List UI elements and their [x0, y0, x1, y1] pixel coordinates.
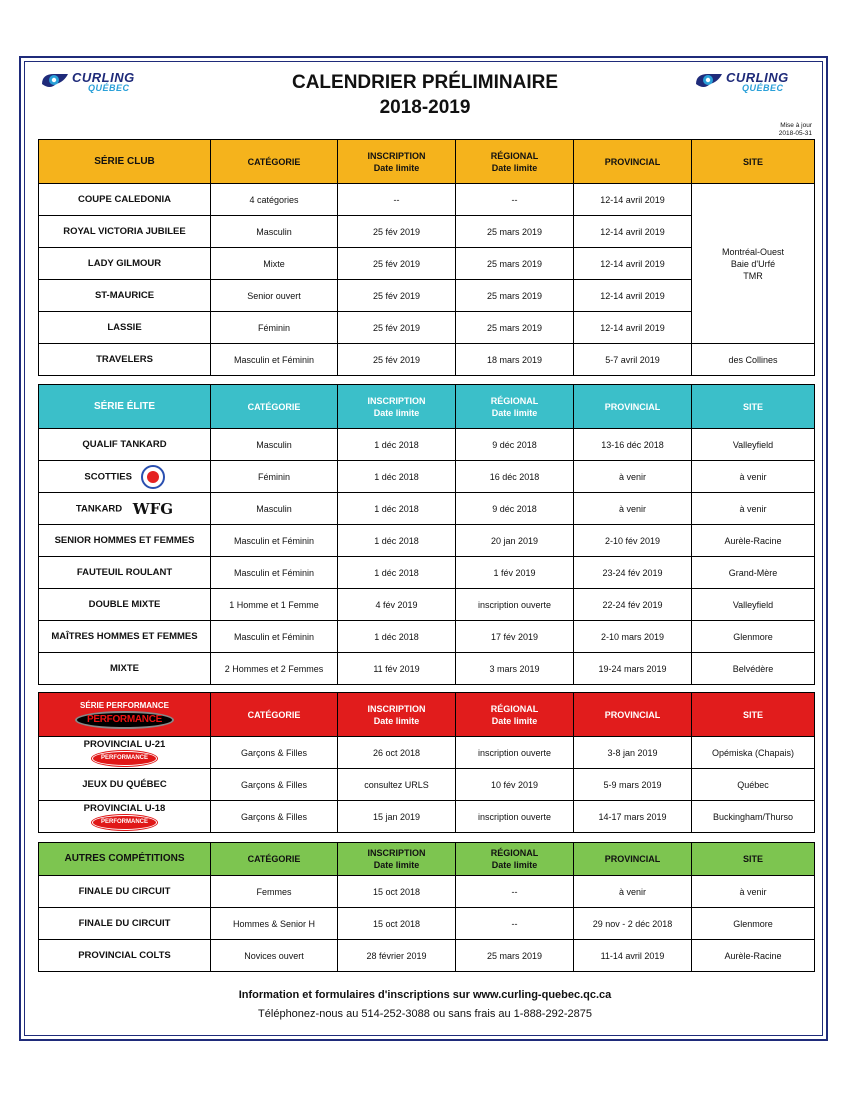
event-regional: --	[456, 908, 574, 940]
col-site: SITE	[692, 140, 815, 184]
update-label: Mise à jour	[780, 122, 812, 129]
event-regional: inscription ouverte	[456, 801, 574, 833]
table-row	[39, 769, 815, 801]
club-series-table	[38, 139, 815, 376]
event-category: Garçons & Filles	[211, 769, 338, 801]
event-site: Buckingham/Thurso	[692, 801, 815, 833]
event-regional: 1 fév 2019	[456, 557, 574, 589]
event-inscription: 25 fév 2019	[338, 312, 456, 344]
event-provincial: 12-14 avril 2019	[574, 184, 692, 216]
event-category: Féminin	[211, 312, 338, 344]
col-categorie: CATÉGORIE	[211, 843, 338, 876]
event-inscription: 1 déc 2018	[338, 621, 456, 653]
event-site: Grand-Mère	[692, 557, 815, 589]
footer-phone: Téléphonez-nous au 514-252-3088 ou sans frais au 1-888-292-2875	[258, 1008, 592, 1020]
event-category: Masculin	[211, 493, 338, 525]
col-provincial: PROVINCIAL	[574, 843, 692, 876]
col-provincial: PROVINCIAL	[574, 140, 692, 184]
update-note	[760, 122, 812, 138]
event-inscription: 28 février 2019	[338, 940, 456, 972]
event-inscription: 26 oct 2018	[338, 737, 456, 769]
curling-stone-icon	[694, 70, 724, 92]
event-category: Masculin et Féminin	[211, 525, 338, 557]
event-inscription: 4 fév 2019	[338, 589, 456, 621]
event-regional: --	[456, 876, 574, 908]
col-provincial: PROVINCIAL	[574, 385, 692, 429]
table-row	[39, 461, 815, 493]
event-category: Femmes	[211, 876, 338, 908]
event-site-shared: Montréal-Ouest Baie d'Urfé TMR	[692, 184, 815, 344]
event-regional: 20 jan 2019	[456, 525, 574, 557]
col-categorie: CATÉGORIE	[211, 385, 338, 429]
event-inscription: --	[338, 184, 456, 216]
performance-badge: PERFORMANCE	[75, 711, 174, 729]
event-name: QUALIF TANKARD	[39, 429, 211, 461]
event-name: SCOTTIES	[84, 471, 132, 483]
col-regional: RÉGIONAL Date limite	[456, 693, 574, 737]
event-name: TRAVELERS	[39, 344, 211, 376]
footer-info-link[interactable]: Information et formulaires d'inscriptions sur www.curling-quebec.qc.ca	[238, 989, 612, 1001]
event-inscription: 25 fév 2019	[338, 216, 456, 248]
page-title: CALENDRIER PRÉLIMINAIRE	[291, 72, 558, 93]
event-provincial: 2-10 mars 2019	[574, 621, 692, 653]
logo-word-curling: CURLING	[72, 70, 135, 85]
event-provincial: 12-14 avril 2019	[574, 280, 692, 312]
curling-quebec-logo	[40, 68, 150, 102]
event-inscription: 25 fév 2019	[338, 248, 456, 280]
event-site: à venir	[692, 461, 815, 493]
event-provincial: à venir	[574, 461, 692, 493]
table-row	[39, 876, 815, 908]
performance-small-badge: PERFORMANCE	[92, 815, 157, 830]
curling-quebec-logo	[694, 68, 804, 102]
event-name-cell	[39, 737, 211, 769]
logo-word-quebec: QUÉBEC	[742, 83, 784, 93]
col-site: SITE	[692, 843, 815, 876]
event-regional: inscription ouverte	[456, 737, 574, 769]
col-regional: RÉGIONAL Date limite	[456, 140, 574, 184]
event-provincial: 19-24 mars 2019	[574, 653, 692, 685]
event-name: FAUTEUIL ROULANT	[39, 557, 211, 589]
event-inscription: 25 fév 2019	[338, 280, 456, 312]
table-row	[39, 801, 815, 833]
event-provincial: 12-14 avril 2019	[574, 312, 692, 344]
event-regional: 25 mars 2019	[456, 248, 574, 280]
event-category: Mixte	[211, 248, 338, 280]
event-name: ST-MAURICE	[39, 280, 211, 312]
section-label-cell	[39, 693, 211, 737]
event-category: 4 catégories	[211, 184, 338, 216]
col-inscription: INSCRIPTION Date limite	[338, 693, 456, 737]
event-category: Senior ouvert	[211, 280, 338, 312]
event-site: à venir	[692, 493, 815, 525]
event-inscription: 15 oct 2018	[338, 908, 456, 940]
event-category: Garçons & Filles	[211, 737, 338, 769]
curling-stone-icon	[40, 70, 70, 92]
other-competitions-table	[38, 842, 815, 972]
event-name: MIXTE	[39, 653, 211, 685]
event-site: Valleyfield	[692, 589, 815, 621]
event-provincial: 13-16 déc 2018	[574, 429, 692, 461]
event-provincial: à venir	[574, 876, 692, 908]
table-row	[39, 429, 815, 461]
event-inscription: 25 fév 2019	[338, 344, 456, 376]
event-provincial: 22-24 fév 2019	[574, 589, 692, 621]
event-regional: 25 mars 2019	[456, 312, 574, 344]
section-label: AUTRES COMPÉTITIONS	[39, 843, 211, 876]
table-row	[39, 908, 815, 940]
event-provincial: 5-9 mars 2019	[574, 769, 692, 801]
table-header	[39, 693, 815, 737]
performance-small-badge: PERFORMANCE	[92, 751, 157, 766]
event-inscription: 11 fév 2019	[338, 653, 456, 685]
event-site: Glenmore	[692, 621, 815, 653]
section-label: SÉRIE CLUB	[39, 140, 211, 184]
col-regional: RÉGIONAL Date limite	[456, 385, 574, 429]
event-category: Masculin et Féminin	[211, 621, 338, 653]
event-name: PROVINCIAL U-21	[83, 739, 166, 750]
event-regional: 10 fév 2019	[456, 769, 574, 801]
event-provincial: 11-14 avril 2019	[574, 940, 692, 972]
event-inscription: 15 jan 2019	[338, 801, 456, 833]
event-site: Valleyfield	[692, 429, 815, 461]
table-row	[39, 525, 815, 557]
event-category: Garçons & Filles	[211, 801, 338, 833]
scotties-logo-icon	[141, 465, 165, 489]
table-row	[39, 589, 815, 621]
event-regional: 17 fév 2019	[456, 621, 574, 653]
performance-series-table	[38, 692, 815, 833]
event-inscription: 1 déc 2018	[338, 461, 456, 493]
event-provincial: 12-14 avril 2019	[574, 216, 692, 248]
event-name-cell	[39, 493, 211, 525]
table-header	[39, 385, 815, 429]
event-category: Masculin	[211, 429, 338, 461]
section-label: SÉRIE PERFORMANCE	[80, 700, 169, 710]
event-site: à venir	[692, 876, 815, 908]
event-regional: --	[456, 184, 574, 216]
event-name: PROVINCIAL COLTS	[39, 940, 211, 972]
col-site: SITE	[692, 693, 815, 737]
event-name: TANKARD	[75, 503, 123, 515]
table-row	[39, 184, 815, 216]
event-inscription: 1 déc 2018	[338, 525, 456, 557]
table-row	[39, 493, 815, 525]
logo-word-curling: CURLING	[726, 70, 789, 85]
event-site: des Collines	[692, 344, 815, 376]
event-name: LADY GILMOUR	[39, 248, 211, 280]
event-regional: 9 déc 2018	[456, 493, 574, 525]
event-name: PROVINCIAL U-18	[83, 803, 166, 814]
col-inscription: INSCRIPTION Date limite	[338, 843, 456, 876]
event-regional: inscription ouverte	[456, 589, 574, 621]
event-regional: 25 mars 2019	[456, 280, 574, 312]
event-site: Aurèle-Racine	[692, 525, 815, 557]
event-regional: 25 mars 2019	[456, 940, 574, 972]
col-inscription: INSCRIPTION Date limite	[338, 385, 456, 429]
event-inscription: 15 oct 2018	[338, 876, 456, 908]
event-name: COUPE CALEDONIA	[39, 184, 211, 216]
col-inscription: INSCRIPTION Date limite	[338, 140, 456, 184]
event-provincial: 5-7 avril 2019	[574, 344, 692, 376]
event-name: MAÎTRES HOMMES ET FEMMES	[39, 621, 211, 653]
wfg-logo-icon: WFG	[132, 499, 174, 518]
event-category: Novices ouvert	[211, 940, 338, 972]
event-regional: 3 mars 2019	[456, 653, 574, 685]
col-site: SITE	[692, 385, 815, 429]
col-provincial: PROVINCIAL	[574, 693, 692, 737]
event-name: FINALE DU CIRCUIT	[39, 876, 211, 908]
logo-word-quebec: QUÉBEC	[88, 83, 130, 93]
page-subtitle-season: 2018-2019	[379, 97, 471, 118]
event-name: JEUX DU QUÉBEC	[39, 769, 211, 801]
event-provincial: 14-17 mars 2019	[574, 801, 692, 833]
table-row	[39, 737, 815, 769]
table-header	[39, 140, 815, 184]
table-row	[39, 557, 815, 589]
event-site: Glenmore	[692, 908, 815, 940]
event-name: LASSIE	[39, 312, 211, 344]
event-provincial: 2-10 fév 2019	[574, 525, 692, 557]
event-category: Masculin et Féminin	[211, 344, 338, 376]
col-categorie: CATÉGORIE	[211, 140, 338, 184]
col-categorie: CATÉGORIE	[211, 693, 338, 737]
elite-series-table	[38, 384, 815, 685]
event-name: SENIOR HOMMES ET FEMMES	[39, 525, 211, 557]
event-inscription: 1 déc 2018	[338, 429, 456, 461]
event-provincial: 29 nov - 2 déc 2018	[574, 908, 692, 940]
update-date: 2018-05-31	[778, 130, 812, 137]
event-regional: 25 mars 2019	[456, 216, 574, 248]
event-category: Masculin	[211, 216, 338, 248]
event-provincial: à venir	[574, 493, 692, 525]
event-regional: 16 déc 2018	[456, 461, 574, 493]
event-name: ROYAL VICTORIA JUBILEE	[39, 216, 211, 248]
event-category: Masculin et Féminin	[211, 557, 338, 589]
table-header	[39, 843, 815, 876]
event-provincial: 23-24 fév 2019	[574, 557, 692, 589]
event-category: 1 Homme et 1 Femme	[211, 589, 338, 621]
event-site: Québec	[692, 769, 815, 801]
event-regional: 18 mars 2019	[456, 344, 574, 376]
event-name-cell	[39, 801, 211, 833]
event-inscription: consultez URLS	[338, 769, 456, 801]
event-name-cell	[39, 461, 211, 493]
table-row	[39, 621, 815, 653]
event-category: Hommes & Senior H	[211, 908, 338, 940]
event-category: 2 Hommes et 2 Femmes	[211, 653, 338, 685]
event-name: DOUBLE MIXTE	[39, 589, 211, 621]
event-name: FINALE DU CIRCUIT	[39, 908, 211, 940]
event-inscription: 1 déc 2018	[338, 493, 456, 525]
event-site: Opémiska (Chapais)	[692, 737, 815, 769]
table-row	[39, 653, 815, 685]
event-inscription: 1 déc 2018	[338, 557, 456, 589]
event-provincial: 12-14 avril 2019	[574, 248, 692, 280]
event-site: Aurèle-Racine	[692, 940, 815, 972]
col-regional: RÉGIONAL Date limite	[456, 843, 574, 876]
event-site: Belvédère	[692, 653, 815, 685]
table-row	[39, 940, 815, 972]
event-provincial: 3-8 jan 2019	[574, 737, 692, 769]
section-label: SÉRIE ÉLITE	[39, 385, 211, 429]
table-row	[39, 344, 815, 376]
event-regional: 9 déc 2018	[456, 429, 574, 461]
event-category: Féminin	[211, 461, 338, 493]
